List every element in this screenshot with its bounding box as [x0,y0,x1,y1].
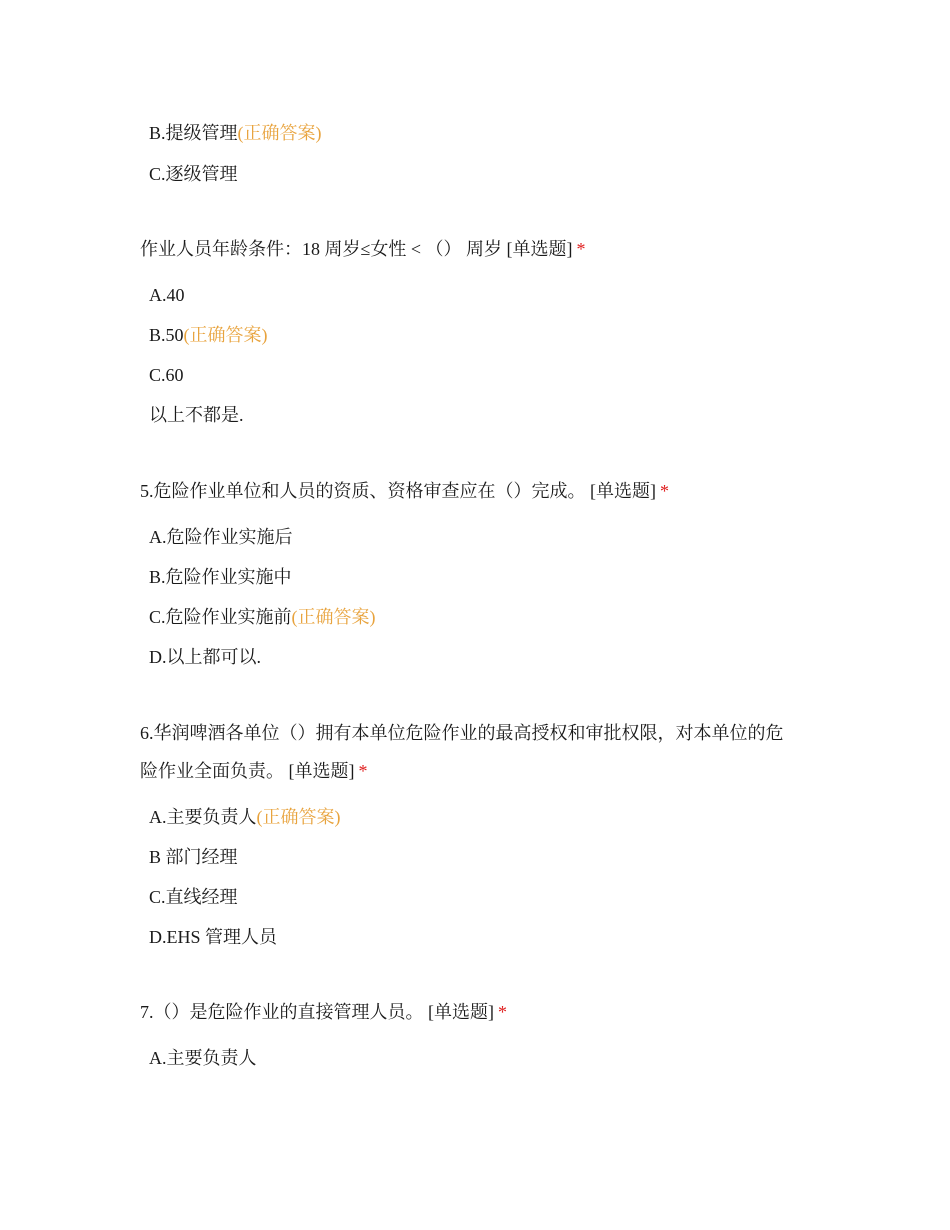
option-text: B.危险作业实施中 [149,567,292,587]
option-a-q6[interactable] [149,805,341,829]
question-6-prompt-line2 [140,759,368,783]
option-text: A.危险作业实施后 [149,527,293,547]
option-b-q4[interactable] [149,323,268,347]
option-text: C.60 [149,365,184,385]
correct-answer-tag: (正确答案) [256,807,341,827]
option-text: B 部门经理 [149,847,238,867]
option-b-q5[interactable] [149,565,292,589]
option-text: C.危险作业实施前 [149,607,292,627]
option-a-q4[interactable] [149,283,185,307]
option-b-q3[interactable] [149,121,322,145]
option-c-q5[interactable] [149,605,376,629]
option-text: 以上不都是. [149,405,244,425]
option-a-q7[interactable] [149,1046,257,1070]
question-text: 7.（）是危险作业的直接管理人员。 [单选题] [140,1002,494,1022]
option-c-q4[interactable] [149,363,184,387]
option-text: D.以上都可以. [149,647,261,667]
option-text: C.逐级管理 [149,164,238,184]
correct-answer-tag: (正确答案) [291,607,376,627]
option-d-q4[interactable] [149,403,244,427]
required-star: * [358,761,368,781]
question-text: 5.危险作业单位和人员的资质、资格审查应在（）完成。 [单选题] [140,481,656,501]
option-d-q5[interactable] [149,645,261,669]
option-d-q6[interactable] [149,925,277,949]
option-text: B.提级管理 [149,123,238,143]
option-b-q6[interactable] [149,845,238,869]
question-4-prompt [140,237,586,261]
question-6-prompt-line1 [140,721,784,745]
question-text: 险作业全面负责。 [单选题] [140,761,355,781]
correct-answer-tag: (正确答案) [183,325,268,345]
option-text: B.50 [149,325,184,345]
option-text: D.EHS 管理人员 [149,927,278,947]
required-star: * [660,481,669,501]
question-7-prompt [140,1000,507,1024]
question-text: 6.华润啤酒各单位（）拥有本单位危险作业的最高授权和审批权限，对本单位的危 [140,723,784,743]
correct-answer-tag: (正确答案) [237,123,322,143]
option-text: A.主要负责人 [149,807,257,827]
option-a-q5[interactable] [149,525,293,549]
option-c-q6[interactable] [149,885,238,909]
question-5-prompt [140,479,669,503]
option-c-q3[interactable] [149,162,238,186]
option-text: A.主要负责人 [149,1048,257,1068]
required-star: * [498,1002,507,1022]
option-text: C.直线经理 [149,887,238,907]
option-text: A.40 [149,285,185,305]
required-star: * [576,239,586,259]
question-text: 作业人员年龄条件：18 周岁≤女性 < （） 周岁 [单选题] [140,239,573,259]
